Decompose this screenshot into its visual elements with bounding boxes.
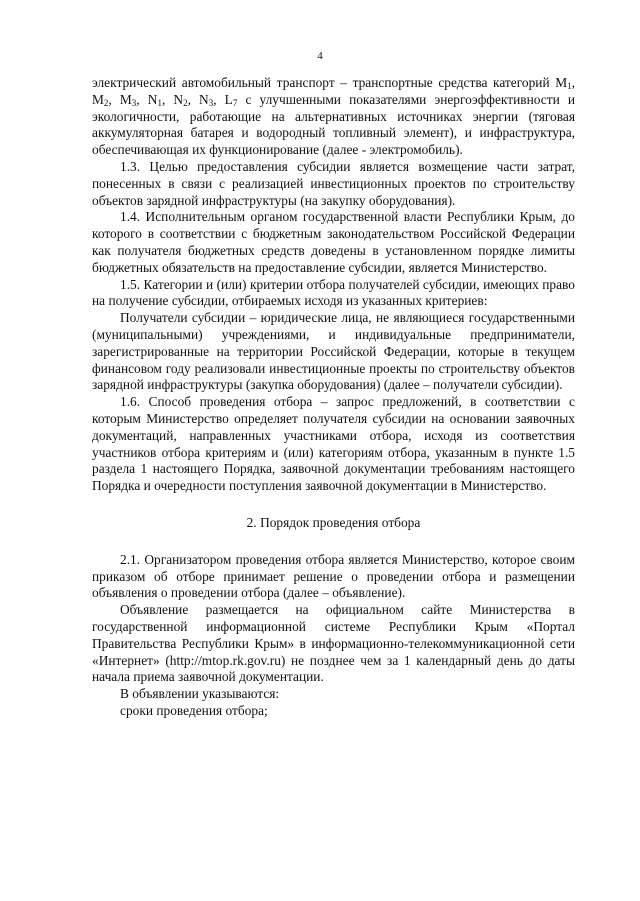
section-2-heading: 2. Порядок проведения отбора	[246, 514, 421, 530]
paragraph-1-6: 1.6. Способ проведения отбора – запрос предложений, в соответствии с которым Министерство определяет получателя субсидии на основании заявочных документаций, направленных участниками отбора, исходя из соответствия участников отбора критериям и (или) категориям отбора, указанным в пункте 1.5 раздела 1 настоящего Порядка, заявочной документации требованиям настоящего Порядка и очередности поступления заявочной документации в Министерство.	[92, 394, 575, 494]
page-number: 4	[317, 50, 323, 62]
document-body	[92, 75, 575, 720]
paragraph-electric-transport: электрический автомобильный транспорт – транспортные средства категорий $M_1$, $M_2$, $M_3$, $N_1$, $N_2$, $N_3$, $L_7$ с улучшенными показателями энергоэффективности и экологичности, работающие на альтернативных источниках энергии (тяговая аккумуляторная батарея и водородный топливный элемент), и инфраструктура, обеспечивающая их функционирование (далее - электромобиль).	[92, 75, 576, 158]
paragraph-recipients: Получатели субсидии – юридические лица, не являющиеся государственными (муниципальными) учреждениями, и индивидуальные предприниматели, зарегистрированные на территории Российской Федерации, которые в текущем финансовом году реализовали инвестиционные проекты по строительству объектов зарядной инфраструктуры (закупка оборудования) (далее – получатели субсидии).	[92, 310, 575, 393]
paragraph-1-4: 1.4. Исполнительным органом государственной власти Республики Крым, до которого в соответствии с бюджетным законодательством Российской Федерации как получателя бюджетных средств доведены в установленном порядке лимиты бюджетных обязательств на предоставление субсидии, является Министерство.	[92, 209, 575, 275]
paragraph-1-3: 1.3. Целью предоставления субсидии является возмещение части затрат, понесенных в связи с реализацией инвестиционных проектов по строительству объектов зарядной инфраструктуры (на закупку оборудования).	[92, 158, 575, 208]
paragraph-terms: сроки проведения отбора;	[120, 702, 268, 718]
paragraph-2-1: 2.1. Организатором проведения отбора является Министерство, которое своим приказом об отборе принимает решение о проведении отбора и размещении объявления о проведении отбора (далее – объявление).	[92, 551, 575, 601]
paragraph-1-5: 1.5. Категории и (или) критерии отбора получателей субсидии, имеющих право на получение субсидии, отбираемых исходя из указанных критериев:	[92, 276, 575, 309]
paragraph-indicated: В объявлении указываются:	[120, 686, 280, 702]
paragraph-announcement: Объявление размещается на официальном сайте Министерства в государственной информационной системе Республики Крым «Портал Правительства Республики Крым» в информационно-телекоммуникационной сети «Интернет» (http://mtop.rk.gov.ru) не позднее чем за 1 календарный день до даты начала приема заявочной документации.	[92, 602, 575, 685]
